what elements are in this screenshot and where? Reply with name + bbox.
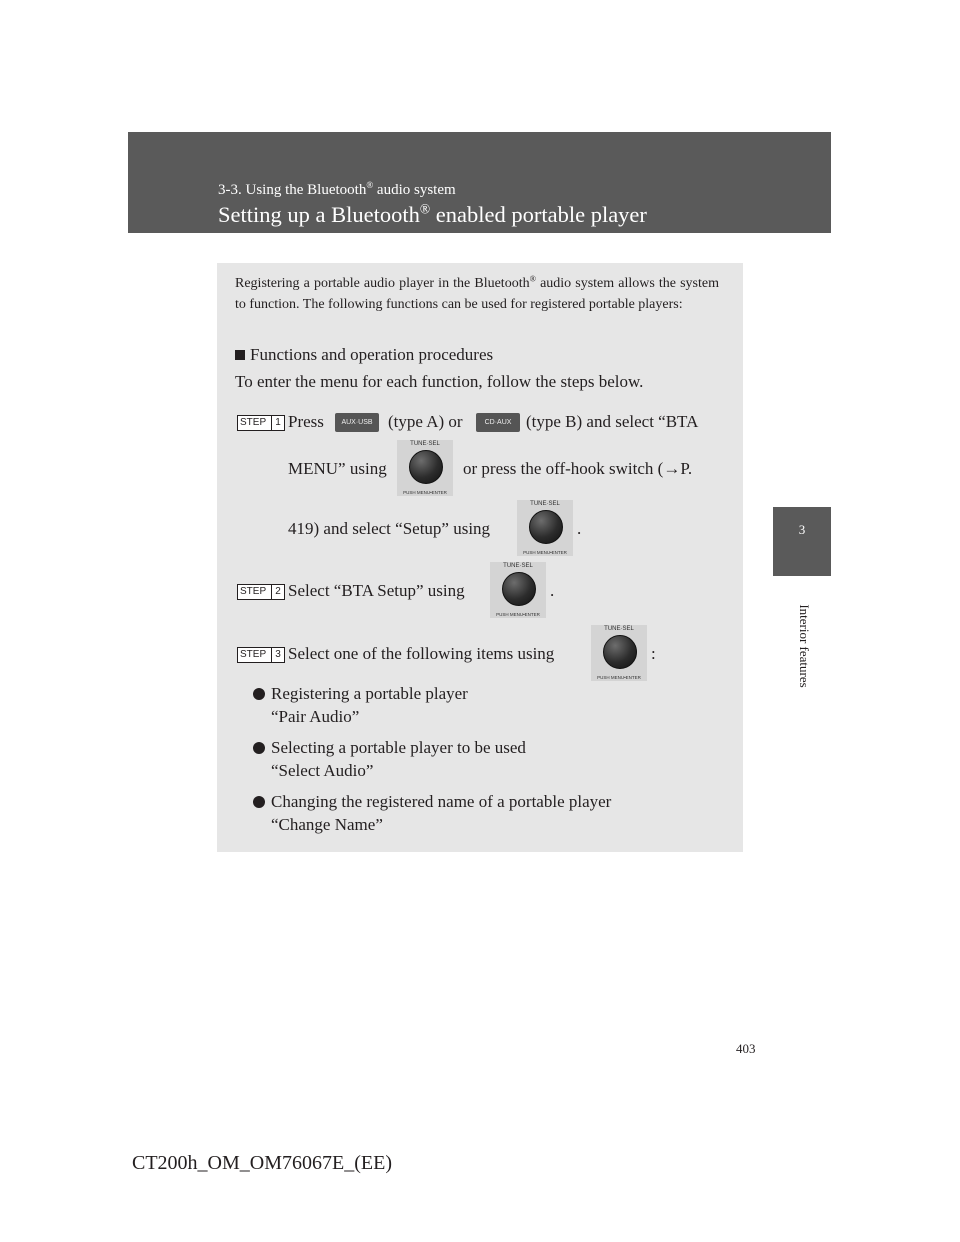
tune-sel-knob-icon: TUNE·SEL PUSH MENU•ENTER (517, 500, 573, 556)
cd-aux-button: CD·AUX (476, 413, 520, 432)
list-item: Selecting a portable player to be used “Select Audio” (253, 736, 526, 782)
step-1-text: (type A) or (388, 412, 463, 431)
bullet-icon (253, 742, 265, 754)
footer-code: CT200h_OM_OM76067E_(EE) (132, 1152, 392, 1174)
page-title: Setting up a Bluetooth® enabled portable player (218, 201, 647, 227)
content-box (217, 263, 743, 852)
tune-sel-knob-icon: TUNE·SEL PUSH MENU•ENTER (490, 562, 546, 618)
bullet-icon (253, 688, 265, 700)
step-3-text: Select one of the following items using (288, 644, 555, 663)
page-header (128, 132, 831, 233)
instruction-text: To enter the menu for each function, follow the steps below. (235, 372, 644, 391)
step-2-text: . (550, 581, 555, 600)
tune-sel-knob-icon: TUNE·SEL PUSH MENU•ENTER (397, 440, 453, 496)
bullet-icon (253, 796, 265, 808)
functions-heading: Functions and operation procedures (235, 345, 493, 365)
step-1-text: . (577, 519, 582, 538)
step-1-text: or press the off-hook switch (→P. (463, 459, 693, 478)
step-2-badge: STEP 2 (237, 584, 285, 600)
step-1-text: MENU” using (288, 459, 387, 478)
step-3-text: : (651, 644, 656, 663)
step-3-badge: STEP 3 (237, 647, 285, 663)
chapter-label: Interior features (797, 603, 812, 688)
step-1-text: 419) and select “Setup” using (288, 519, 491, 538)
section-title: 3-3. Using the Bluetooth® audio system (218, 180, 456, 198)
list-item: Changing the registered name of a portable player “Change Name” (253, 790, 611, 836)
step-2-text: Select “BTA Setup” using (288, 581, 465, 600)
intro-text: Registering a portable audio player in the Bluetooth® audio system allows the system to function. The following functions can be used for registered portable players: (235, 274, 719, 312)
step-1-text: (type B) and select “BTA (526, 412, 699, 431)
chapter-tab: 3 (773, 507, 831, 576)
aux-usb-button: AUX·USB (335, 413, 379, 432)
square-bullet-icon (235, 350, 245, 360)
page-number: 403 (736, 1041, 756, 1056)
step-1-badge: STEP 1 (237, 415, 285, 431)
step-1-text: Press (288, 412, 324, 431)
tune-sel-knob-icon: TUNE·SEL PUSH MENU•ENTER (591, 625, 647, 681)
list-item: Registering a portable player “Pair Audio” (253, 682, 468, 728)
